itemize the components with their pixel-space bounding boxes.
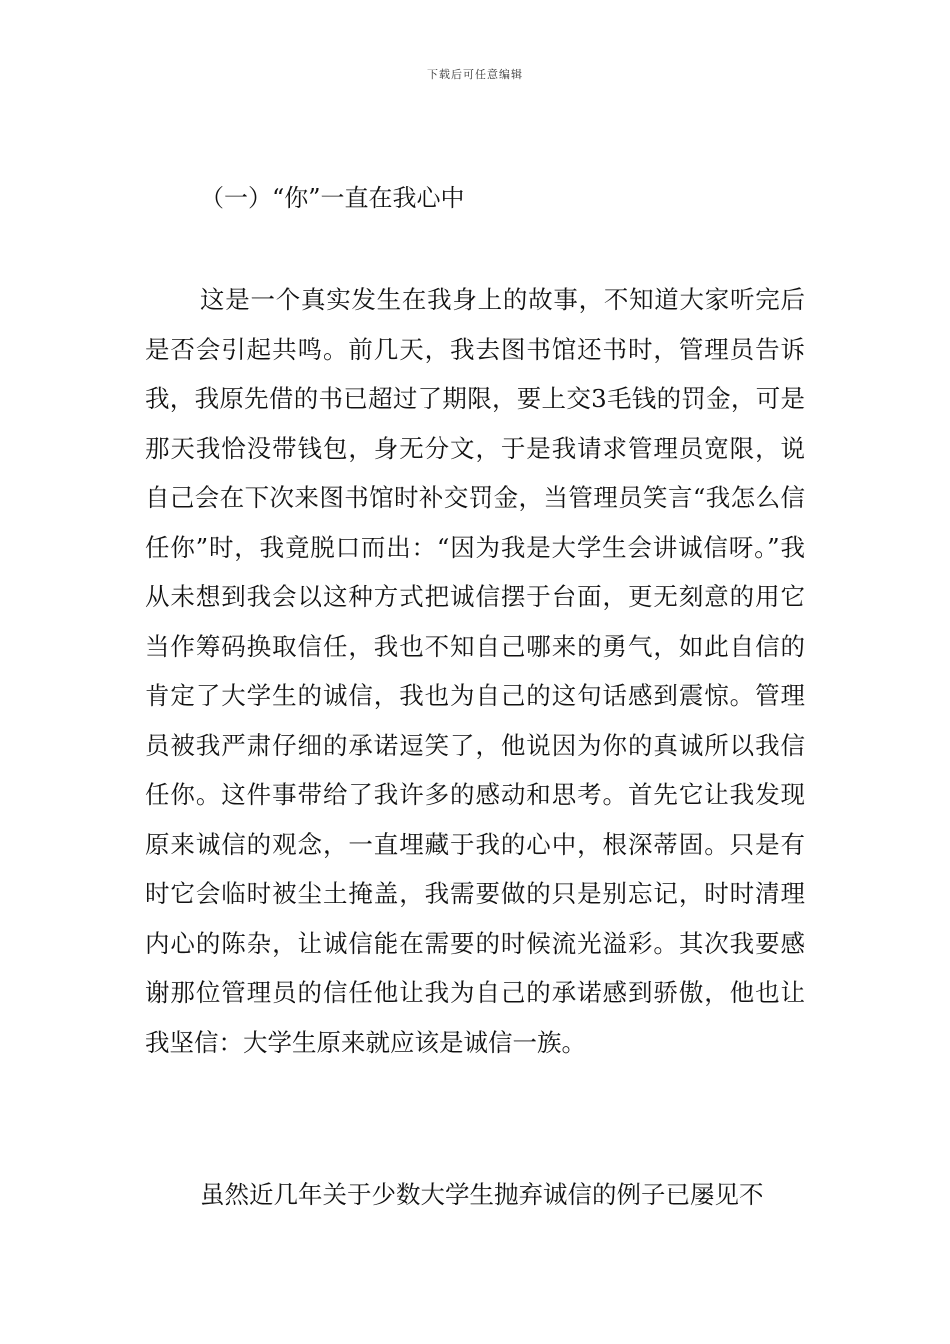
body-paragraph: 这是一个真实发生在我身上的故事，不知道大家听完后是否会引起共鸣。前几天，我去图书馆还书时，管理员告诉我，我原先借的书已超过了期限，要上交3毛钱的罚金，可是那天我恰没带钱包，身无分文，于是我请求管理员宽限，说自己会在下次来图书馆时补交罚金，当管理员笑言“我怎么信任你”时，我竟脱口而出：“因为我是大学生会讲诚信呀。”我从未想到我会以这种方式把诚信摆于台面，更无刻意的用它当作筹码换取信任，我也不知自己哪来的勇气，如此自信的肯定了大学生的诚信，我也为自己的这句话感到震惊。管理员被我严肃仔细的承诺逗笑了，他说因为你的真诚所以我信任你。这件事带给了我许多的感动和思考。首先它让我发现原来诚信的观念，一直埋藏于我的心中，根深蒂固。只是有时它会临时被尘土掩盖，我需要做的只是别忘记，时时清理内心的陈杂，让诚信能在需要的时候流光溢彩。其次我要感谢那位管理员的信任他让我为自己的承诺感到骄傲，他也让我坚信：大学生原来就应该是诚信一族。 — [145, 285, 805, 1057]
header-note: 下载后可任意编辑 — [427, 68, 523, 81]
body-paragraph: 虽然近几年关于少数大学生抛弃诚信的例子已屡见不 — [200, 1180, 764, 1209]
section-heading: （一）“你”一直在我心中 — [200, 184, 465, 212]
